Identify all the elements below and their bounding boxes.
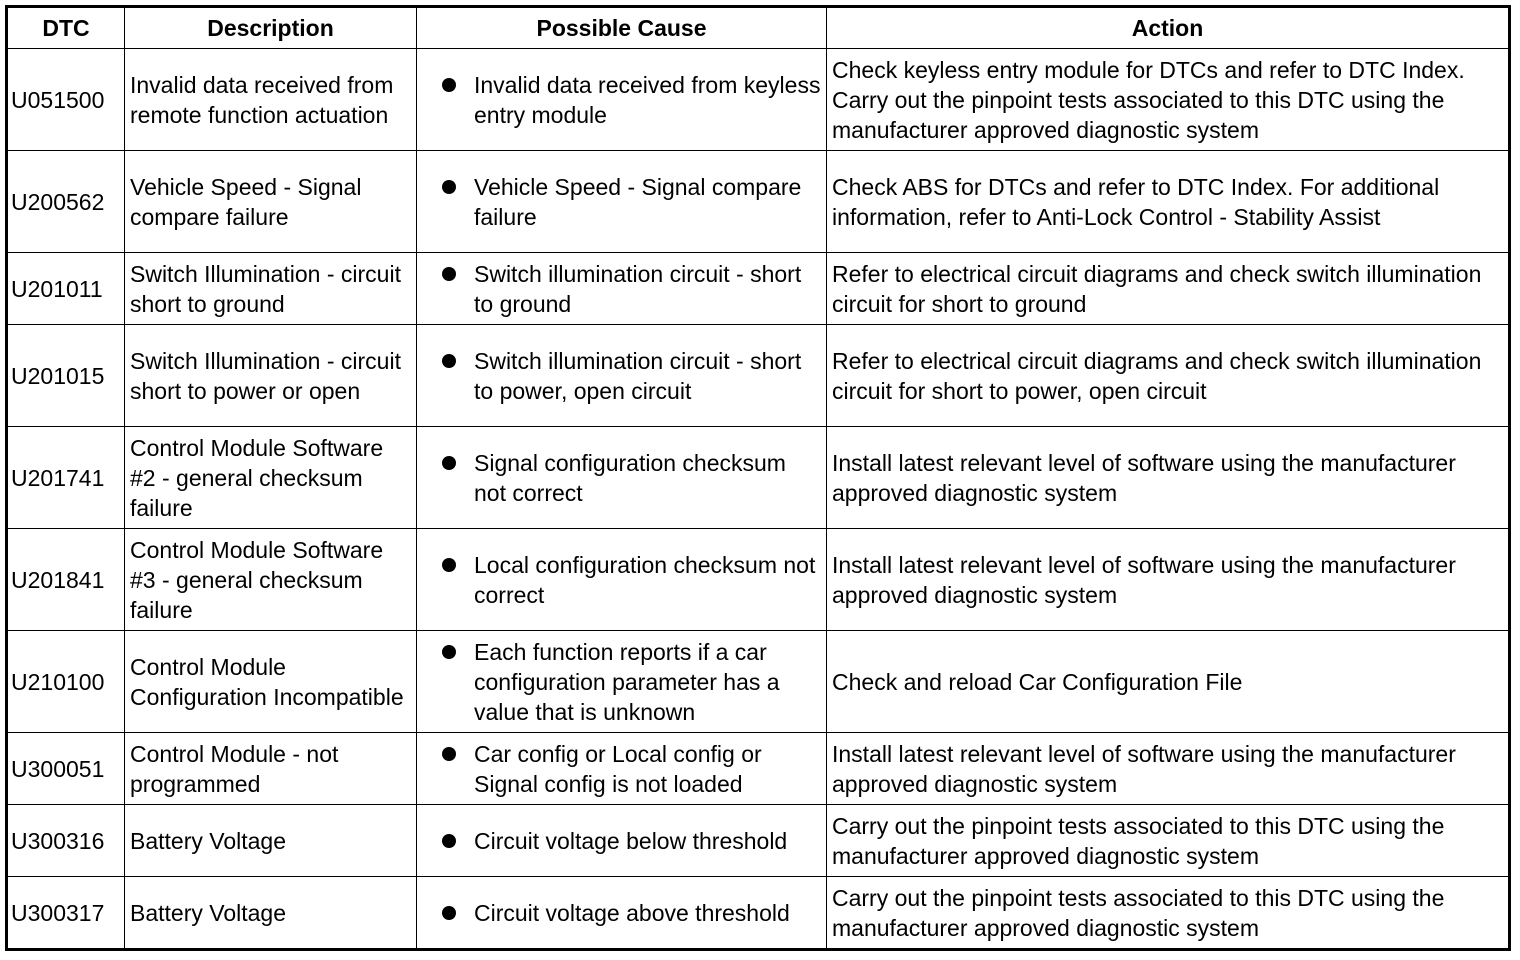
possible-cause-cell bbox=[417, 805, 827, 877]
action-cell: Refer to electrical circuit diagrams and check switch illumination circuit for short to power, open circuit bbox=[827, 325, 1510, 427]
bullet-icon bbox=[442, 180, 456, 194]
action-cell: Carry out the pinpoint tests associated to this DTC using the manufacturer approved diagnostic system bbox=[827, 805, 1510, 877]
description-cell: Vehicle Speed - Signal compare failure bbox=[125, 151, 417, 253]
description-cell: Switch Illumination - circuit short to power or open bbox=[125, 325, 417, 427]
dtc-code-cell: U051500 bbox=[7, 49, 125, 151]
table-row bbox=[7, 733, 1510, 805]
possible-cause-text: Invalid data received from keyless entry module bbox=[474, 71, 821, 128]
bullet-icon bbox=[442, 906, 456, 920]
dtc-code-cell: U300316 bbox=[7, 805, 125, 877]
description-cell: Invalid data received from remote function actuation bbox=[125, 49, 417, 151]
action-cell: Check keyless entry module for DTCs and refer to DTC Index. Carry out the pinpoint tests associated to this DTC using the manufacturer approved diagnostic system bbox=[827, 49, 1510, 151]
bullet-icon bbox=[442, 354, 456, 368]
table-row bbox=[7, 49, 1510, 151]
bullet-icon bbox=[442, 267, 456, 281]
possible-cause-text: Switch illumination circuit - short to ground bbox=[474, 260, 802, 317]
possible-cause-cell bbox=[417, 877, 827, 950]
possible-cause-text: Car config or Local config or Signal config is not loaded bbox=[474, 740, 762, 797]
dtc-code-cell: U201011 bbox=[7, 253, 125, 325]
dtc-table bbox=[5, 5, 1511, 951]
action-cell: Check ABS for DTCs and refer to DTC Index. For additional information, refer to Anti-Lock Control - Stability Assist bbox=[827, 151, 1510, 253]
possible-cause-text: Circuit voltage above threshold bbox=[474, 899, 790, 926]
dtc-code-cell: U200562 bbox=[7, 151, 125, 253]
bullet-icon bbox=[442, 747, 456, 761]
table-row bbox=[7, 325, 1510, 427]
table-body bbox=[7, 49, 1510, 950]
table-row bbox=[7, 877, 1510, 950]
table-row bbox=[7, 805, 1510, 877]
header-description: Description bbox=[125, 7, 417, 49]
bullet-icon bbox=[442, 456, 456, 470]
description-cell: Control Module - not programmed bbox=[125, 733, 417, 805]
possible-cause-text: Signal configuration checksum not correct bbox=[474, 449, 786, 506]
action-cell: Refer to electrical circuit diagrams and check switch illumination circuit for short to ground bbox=[827, 253, 1510, 325]
header-row bbox=[7, 7, 1510, 49]
table-row bbox=[7, 529, 1510, 631]
possible-cause-text: Switch illumination circuit - short to power, open circuit bbox=[474, 347, 802, 404]
table-row bbox=[7, 151, 1510, 253]
action-cell: Install latest relevant level of software using the manufacturer approved diagnostic system bbox=[827, 733, 1510, 805]
table-header bbox=[7, 7, 1510, 49]
table-row bbox=[7, 427, 1510, 529]
possible-cause-cell bbox=[417, 733, 827, 805]
header-possible-cause: Possible Cause bbox=[417, 7, 827, 49]
table-row bbox=[7, 631, 1510, 733]
possible-cause-cell bbox=[417, 529, 827, 631]
action-cell: Install latest relevant level of software using the manufacturer approved diagnostic system bbox=[827, 427, 1510, 529]
description-cell: Battery Voltage bbox=[125, 877, 417, 950]
possible-cause-cell bbox=[417, 253, 827, 325]
table-row bbox=[7, 253, 1510, 325]
description-cell: Battery Voltage bbox=[125, 805, 417, 877]
possible-cause-text: Each function reports if a car configuration parameter has a value that is unknown bbox=[474, 638, 780, 725]
dtc-code-cell: U300317 bbox=[7, 877, 125, 950]
header-dtc: DTC bbox=[7, 7, 125, 49]
possible-cause-cell bbox=[417, 151, 827, 253]
header-action: Action bbox=[827, 7, 1510, 49]
dtc-code-cell: U201015 bbox=[7, 325, 125, 427]
description-cell: Control Module Software #2 - general checksum failure bbox=[125, 427, 417, 529]
possible-cause-cell bbox=[417, 325, 827, 427]
possible-cause-text: Local configuration checksum not correct bbox=[474, 551, 816, 608]
possible-cause-cell bbox=[417, 49, 827, 151]
possible-cause-text: Vehicle Speed - Signal compare failure bbox=[474, 173, 802, 230]
dtc-code-cell: U300051 bbox=[7, 733, 125, 805]
dtc-code-cell: U210100 bbox=[7, 631, 125, 733]
action-cell: Check and reload Car Configuration File bbox=[827, 631, 1510, 733]
action-cell: Carry out the pinpoint tests associated to this DTC using the manufacturer approved diagnostic system bbox=[827, 877, 1510, 950]
possible-cause-text: Circuit voltage below threshold bbox=[474, 827, 788, 854]
description-cell: Control Module Configuration Incompatible bbox=[125, 631, 417, 733]
bullet-icon bbox=[442, 834, 456, 848]
bullet-icon bbox=[442, 558, 456, 572]
dtc-code-cell: U201741 bbox=[7, 427, 125, 529]
bullet-icon bbox=[442, 78, 456, 92]
action-cell: Install latest relevant level of software using the manufacturer approved diagnostic system bbox=[827, 529, 1510, 631]
description-cell: Control Module Software #3 - general checksum failure bbox=[125, 529, 417, 631]
bullet-icon bbox=[442, 645, 456, 659]
possible-cause-cell bbox=[417, 427, 827, 529]
dtc-code-cell: U201841 bbox=[7, 529, 125, 631]
description-cell: Switch Illumination - circuit short to ground bbox=[125, 253, 417, 325]
possible-cause-cell bbox=[417, 631, 827, 733]
